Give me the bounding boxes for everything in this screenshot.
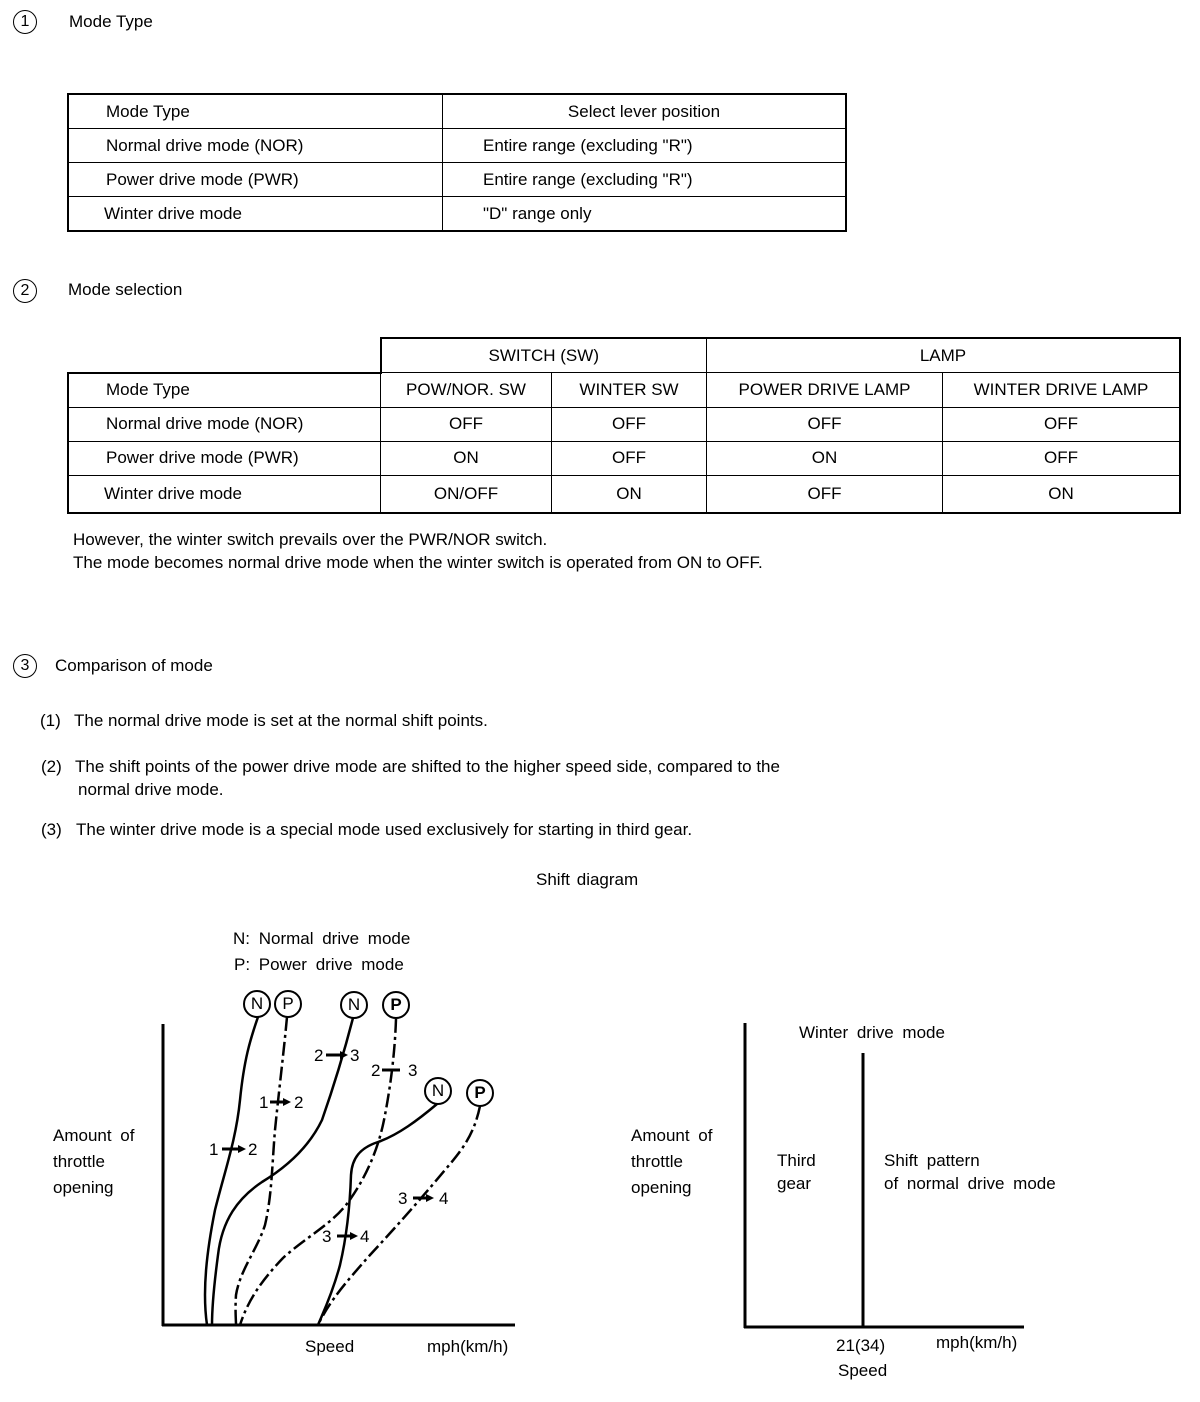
winter-title: Winter drive mode	[799, 1023, 945, 1042]
shift-ylabel-line1: Amount of	[53, 1126, 135, 1145]
section-title-mode-type: Mode Type	[69, 12, 153, 31]
shift-n12-to: 2	[248, 1140, 258, 1159]
cell: Normal drive mode (NOR)	[68, 129, 443, 163]
cell: OFF	[943, 407, 1181, 441]
cell: Entire range (excluding "R")	[443, 163, 847, 197]
shift-ylabel-line2: throttle	[53, 1152, 105, 1171]
shift-unit: mph(km/h)	[427, 1337, 509, 1356]
header-mode-type: Mode Type	[68, 373, 381, 408]
group-header-lamp: LAMP	[707, 338, 1181, 373]
cell: "D" range only	[443, 197, 847, 232]
header-select-lever-position: Select lever position	[443, 94, 847, 129]
winter-region-third-gear-2: gear	[777, 1174, 812, 1193]
cell: ON	[707, 441, 943, 475]
winter-xlabel: Speed	[838, 1361, 888, 1380]
curve-label-p-12: P	[274, 990, 302, 1018]
header-winter-sw: WINTER SW	[552, 373, 707, 408]
header-power-drive-lamp: POWER DRIVE LAMP	[707, 373, 943, 408]
shift-ylabel-line3: opening	[53, 1178, 114, 1197]
shift-p12-to: 2	[294, 1093, 304, 1112]
curve-label-p-34: P	[466, 1079, 494, 1107]
shift-n34-to: 4	[360, 1227, 370, 1246]
item-3-text: The winter drive mode is a special mode used exclusively for starting in third gear.	[76, 820, 693, 839]
header-winter-drive-lamp: WINTER DRIVE LAMP	[943, 373, 1181, 408]
winter-ylabel-line1: Amount of	[631, 1126, 713, 1145]
cell: OFF	[707, 475, 943, 513]
legend-normal: N: Normal drive mode	[233, 929, 411, 948]
cell: OFF	[552, 441, 707, 475]
legend-power: P: Power drive mode	[234, 955, 404, 974]
winter-threshold: 21(34)	[836, 1336, 886, 1355]
curve-label-n-12: N	[243, 990, 271, 1018]
note-winter-prevails: However, the winter switch prevails over the PWR/NOR switch.	[73, 530, 548, 549]
curve-label-n-23: N	[340, 991, 368, 1019]
curve-label-n-34: N	[424, 1077, 452, 1105]
cell: OFF	[381, 407, 552, 441]
cell: Entire range (excluding "R")	[443, 129, 847, 163]
item-2-text-continued: normal drive mode.	[78, 780, 224, 799]
item-2-number: (2)	[41, 757, 62, 776]
section-title-comparison: Comparison of mode	[55, 656, 213, 675]
cell: OFF	[707, 407, 943, 441]
note-mode-becomes-normal: The mode becomes normal drive mode when the winter switch is operated from ON to OFF.	[73, 553, 763, 572]
cell: OFF	[552, 407, 707, 441]
section-title-mode-selection: Mode selection	[68, 280, 183, 299]
cell: ON	[381, 441, 552, 475]
cell: Winter drive mode	[68, 197, 443, 232]
winter-region-third-gear-1: Third	[777, 1151, 816, 1170]
cell: ON	[943, 475, 1181, 513]
winter-unit: mph(km/h)	[936, 1333, 1018, 1352]
cell: Power drive mode (PWR)	[68, 163, 443, 197]
shift-p23-from: 2	[371, 1061, 381, 1080]
cell: Winter drive mode	[68, 475, 381, 513]
winter-region-normal-1: Shift pattern	[884, 1151, 980, 1170]
winter-ylabel-line2: throttle	[631, 1152, 683, 1171]
shift-n34-from: 3	[322, 1227, 332, 1246]
shift-n23-to: 3	[350, 1046, 360, 1065]
cell: Power drive mode (PWR)	[68, 441, 381, 475]
section-number-2: 2	[13, 279, 37, 303]
shift-p12-from: 1	[259, 1093, 269, 1112]
shift-p34-from: 3	[398, 1189, 408, 1208]
shift-xlabel: Speed	[305, 1337, 355, 1356]
winter-region-normal-2: of normal drive mode	[884, 1174, 1056, 1193]
item-3-number: (3)	[41, 820, 62, 839]
curve-label-p-23: P	[382, 991, 410, 1019]
item-2-text: The shift points of the power drive mode are shifted to the higher speed side, compared to the	[75, 757, 780, 776]
cell: OFF	[943, 441, 1181, 475]
cell: Normal drive mode (NOR)	[68, 407, 381, 441]
cell: ON	[552, 475, 707, 513]
shift-diagram-title: Shift diagram	[536, 870, 639, 889]
header-mode-type: Mode Type	[68, 94, 443, 129]
item-1-number: (1)	[40, 711, 61, 730]
shift-p23-to: 3	[408, 1061, 418, 1080]
shift-n23-from: 2	[314, 1046, 324, 1065]
section-number-3: 3	[13, 654, 37, 678]
section-number-1: 1	[13, 10, 37, 34]
item-1-text: The normal drive mode is set at the normal shift points.	[74, 711, 488, 730]
header-pow-nor-sw: POW/NOR. SW	[381, 373, 552, 408]
cell: ON/OFF	[381, 475, 552, 513]
winter-ylabel-line3: opening	[631, 1178, 692, 1197]
shift-n12-from: 1	[209, 1140, 219, 1159]
group-header-switch: SWITCH (SW)	[381, 338, 707, 373]
shift-p34-to: 4	[439, 1189, 449, 1208]
